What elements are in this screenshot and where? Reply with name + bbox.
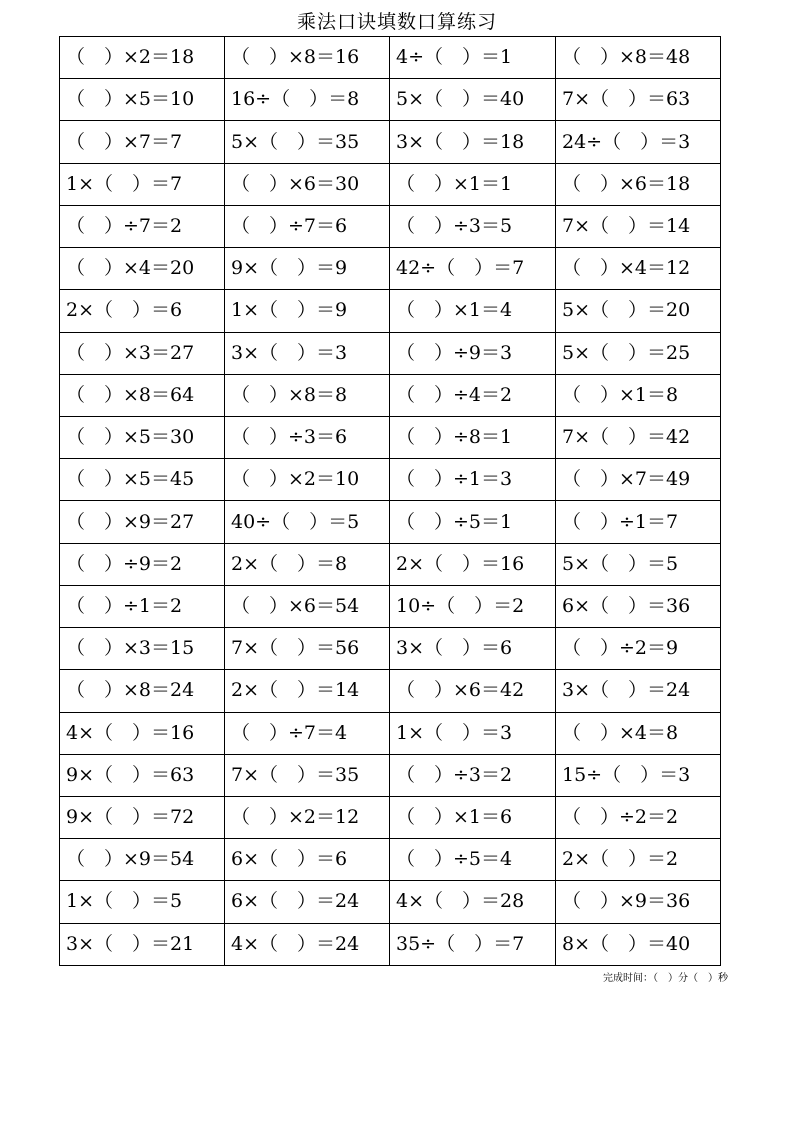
problem-cell[interactable]: 7×（ ）＝35 (225, 754, 390, 796)
arithmetic-table (59, 36, 721, 966)
problem-cell[interactable]: （ ）÷1＝7 (556, 501, 721, 543)
table-row (60, 628, 721, 670)
problem-cell[interactable]: 5×（ ）＝35 (225, 121, 390, 163)
problem-cell[interactable]: （ ）×9＝54 (60, 839, 225, 881)
problem-cell[interactable]: 8×（ ）＝40 (556, 923, 721, 965)
problem-cell[interactable]: （ ）÷3＝5 (390, 205, 556, 247)
problem-cell[interactable]: 4×（ ）＝24 (225, 923, 390, 965)
problem-cell[interactable]: （ ）×7＝7 (60, 121, 225, 163)
completion-time-label: 完成时间：（ ）分（ ）秒 (603, 973, 728, 984)
problem-cell[interactable]: （ ）÷7＝2 (60, 205, 225, 247)
problem-cell[interactable]: 5×（ ）＝40 (390, 79, 556, 121)
problem-cell[interactable]: 1×（ ）＝3 (390, 712, 556, 754)
problem-cell[interactable]: （ ）÷3＝6 (225, 416, 390, 458)
table-row (60, 839, 721, 881)
page-title: 乘法口诀填数口算练习 (296, 11, 497, 33)
problem-cell[interactable]: 40÷（ ）＝5 (225, 501, 390, 543)
problem-cell[interactable]: （ ）×2＝10 (225, 459, 390, 501)
problem-cell[interactable]: 2×（ ）＝6 (60, 290, 225, 332)
arithmetic-table-body (60, 37, 721, 966)
table-row (60, 248, 721, 290)
problem-cell[interactable]: （ ）×2＝18 (60, 37, 225, 79)
table-row (60, 163, 721, 205)
table-row (60, 585, 721, 627)
problem-cell[interactable]: 1×（ ）＝7 (60, 163, 225, 205)
problem-cell[interactable]: 4×（ ）＝28 (390, 881, 556, 923)
problem-cell[interactable]: （ ）÷3＝2 (390, 754, 556, 796)
problem-cell[interactable]: （ ）×8＝16 (225, 37, 390, 79)
problem-cell[interactable]: （ ）×6＝18 (556, 163, 721, 205)
problem-cell[interactable]: （ ）×7＝49 (556, 459, 721, 501)
problem-cell[interactable]: （ ）×8＝64 (60, 374, 225, 416)
problem-cell[interactable]: 7×（ ）＝42 (556, 416, 721, 458)
problem-cell[interactable]: 16÷（ ）＝8 (225, 79, 390, 121)
problem-cell[interactable]: （ ）÷9＝2 (60, 543, 225, 585)
problem-cell[interactable]: （ ）×1＝1 (390, 163, 556, 205)
problem-cell[interactable]: 3×（ ）＝21 (60, 923, 225, 965)
table-row (60, 332, 721, 374)
problem-cell[interactable]: （ ）÷1＝2 (60, 585, 225, 627)
problem-cell[interactable]: 7×（ ）＝14 (556, 205, 721, 247)
problem-cell[interactable]: 10÷（ ）＝2 (390, 585, 556, 627)
problem-cell[interactable]: （ ）÷7＝6 (225, 205, 390, 247)
problem-cell[interactable]: 9×（ ）＝72 (60, 796, 225, 838)
problem-cell[interactable]: 2×（ ）＝14 (225, 670, 390, 712)
problem-cell[interactable]: 3×（ ）＝24 (556, 670, 721, 712)
problem-cell[interactable]: （ ）×9＝36 (556, 881, 721, 923)
problem-cell[interactable]: （ ）÷1＝3 (390, 459, 556, 501)
problem-cell[interactable]: 2×（ ）＝8 (225, 543, 390, 585)
table-row (60, 881, 721, 923)
problem-cell[interactable]: （ ）÷7＝4 (225, 712, 390, 754)
problem-cell[interactable]: （ ）×8＝48 (556, 37, 721, 79)
problem-cell[interactable]: （ ）×1＝4 (390, 290, 556, 332)
table-row (60, 374, 721, 416)
problem-cell[interactable]: 6×（ ）＝6 (225, 839, 390, 881)
problem-cell[interactable]: 1×（ ）＝9 (225, 290, 390, 332)
problem-cell[interactable]: 1×（ ）＝5 (60, 881, 225, 923)
problem-cell[interactable]: （ ）×9＝27 (60, 501, 225, 543)
problem-cell[interactable]: 9×（ ）＝63 (60, 754, 225, 796)
table-row (60, 205, 721, 247)
problem-cell[interactable]: 6×（ ）＝24 (225, 881, 390, 923)
problem-cell[interactable]: 3×（ ）＝18 (390, 121, 556, 163)
problem-cell[interactable]: 5×（ ）＝20 (556, 290, 721, 332)
problem-cell[interactable]: 42÷（ ）＝7 (390, 248, 556, 290)
problem-cell[interactable]: （ ）÷8＝1 (390, 416, 556, 458)
problem-cell[interactable]: 4÷（ ）＝1 (390, 37, 556, 79)
problem-cell[interactable]: 2×（ ）＝2 (556, 839, 721, 881)
table-row (60, 923, 721, 965)
problem-cell[interactable]: 24÷（ ）＝3 (556, 121, 721, 163)
problem-cell[interactable]: 7×（ ）＝56 (225, 628, 390, 670)
problem-cell[interactable]: 6×（ ）＝36 (556, 585, 721, 627)
problem-cell[interactable]: 35÷（ ）＝7 (390, 923, 556, 965)
problem-cell[interactable]: 15÷（ ）＝3 (556, 754, 721, 796)
table-row (60, 121, 721, 163)
table-row (60, 712, 721, 754)
problem-cell[interactable]: （ ）×2＝12 (225, 796, 390, 838)
table-row (60, 670, 721, 712)
problem-cell[interactable]: （ ）×6＝42 (390, 670, 556, 712)
problem-cell[interactable]: 7×（ ）＝63 (556, 79, 721, 121)
table-row (60, 796, 721, 838)
problem-cell[interactable]: （ ）÷4＝2 (390, 374, 556, 416)
problem-cell[interactable]: （ ）÷2＝2 (556, 796, 721, 838)
problem-cell[interactable]: （ ）×8＝24 (60, 670, 225, 712)
problem-cell[interactable]: （ ）×1＝8 (556, 374, 721, 416)
problem-cell[interactable]: 2×（ ）＝16 (390, 543, 556, 585)
problem-cell[interactable]: （ ）÷5＝1 (390, 501, 556, 543)
problem-cell[interactable]: （ ）×4＝12 (556, 248, 721, 290)
table-row (60, 459, 721, 501)
problem-cell[interactable]: 9×（ ）＝9 (225, 248, 390, 290)
problem-cell[interactable]: （ ）×1＝6 (390, 796, 556, 838)
table-row (60, 754, 721, 796)
problem-cell[interactable]: （ ）×5＝45 (60, 459, 225, 501)
problem-cell[interactable]: （ ）÷2＝9 (556, 628, 721, 670)
problem-cell[interactable]: （ ）×6＝54 (225, 585, 390, 627)
problem-cell[interactable]: （ ）×4＝8 (556, 712, 721, 754)
problem-cell[interactable]: （ ）×3＝27 (60, 332, 225, 374)
problem-cell[interactable]: （ ）×4＝20 (60, 248, 225, 290)
table-row (60, 37, 721, 79)
table-row (60, 290, 721, 332)
problem-cell[interactable]: （ ）×5＝30 (60, 416, 225, 458)
problem-cell[interactable]: （ ）×3＝15 (60, 628, 225, 670)
problem-cell[interactable]: （ ）×8＝8 (225, 374, 390, 416)
problem-cell[interactable]: （ ）×6＝30 (225, 163, 390, 205)
problem-cell[interactable]: 5×（ ）＝5 (556, 543, 721, 585)
table-row (60, 79, 721, 121)
problem-cell[interactable]: （ ）×5＝10 (60, 79, 225, 121)
problem-cell[interactable]: 4×（ ）＝16 (60, 712, 225, 754)
table-row (60, 501, 721, 543)
problem-cell[interactable]: （ ）÷5＝4 (390, 839, 556, 881)
table-row (60, 416, 721, 458)
problem-cell[interactable]: 3×（ ）＝6 (390, 628, 556, 670)
problem-cell[interactable]: （ ）÷9＝3 (390, 332, 556, 374)
problem-cell[interactable]: 3×（ ）＝3 (225, 332, 390, 374)
table-row (60, 543, 721, 585)
problem-cell[interactable]: 5×（ ）＝25 (556, 332, 721, 374)
